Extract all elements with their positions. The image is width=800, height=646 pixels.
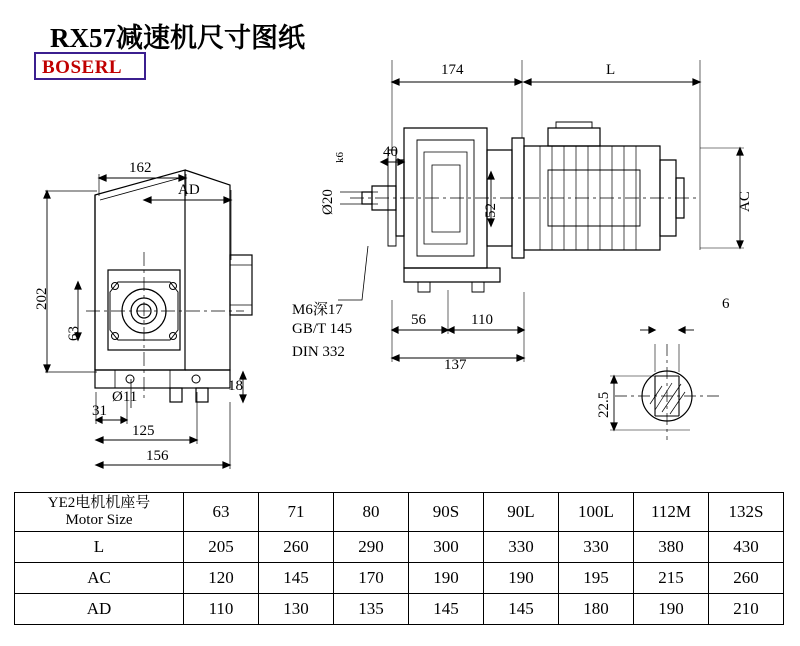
dim-detail-key-width: 6 (722, 296, 730, 312)
dim-main-110: 110 (471, 312, 493, 328)
cell-AD-3: 145 (409, 594, 484, 625)
cell-AD-4: 145 (484, 594, 559, 625)
table-row (15, 532, 784, 563)
table-row (15, 594, 784, 625)
table-row (15, 563, 784, 594)
dim-main-137: 137 (444, 357, 467, 373)
cell-L-7: 430 (709, 532, 784, 563)
table-col-7: 132S (709, 493, 784, 532)
dim-left-height-202: 202 (34, 287, 50, 310)
note-gbt145: GB/T 145 (292, 321, 353, 337)
dim-main-52: 52 (483, 203, 499, 218)
dim-main-L: L (606, 62, 616, 78)
dim-left-31: 31 (92, 403, 107, 419)
cell-AC-6: 215 (634, 563, 709, 594)
cell-L-0: 205 (184, 532, 259, 563)
dim-left-156: 156 (146, 448, 169, 464)
dim-left-ad: AD (178, 182, 200, 198)
table-col-2: 80 (334, 493, 409, 532)
cell-AD-1: 130 (259, 594, 334, 625)
row-label-AC: AC (15, 563, 184, 594)
table-col-0: 63 (184, 493, 259, 532)
cell-AC-5: 195 (559, 563, 634, 594)
row-label-L: L (15, 532, 184, 563)
cell-L-6: 380 (634, 532, 709, 563)
cell-AD-6: 190 (634, 594, 709, 625)
cell-AC-0: 120 (184, 563, 259, 594)
cell-AC-4: 190 (484, 563, 559, 594)
dim-left-height-63: 63 (66, 326, 82, 341)
dim-left-18: 18 (228, 378, 243, 394)
cell-AC-2: 170 (334, 563, 409, 594)
table-header-row (15, 493, 784, 532)
cell-L-3: 300 (409, 532, 484, 563)
cell-L-5: 330 (559, 532, 634, 563)
motor-size-table (14, 492, 784, 625)
cell-AD-7: 210 (709, 594, 784, 625)
cell-AC-3: 190 (409, 563, 484, 594)
table-col-3: 90S (409, 493, 484, 532)
dim-main-shaft-tol: k6 (334, 152, 346, 163)
table-header-label-en: Motor Size (65, 512, 133, 528)
table-col-1: 71 (259, 493, 334, 532)
table-col-4: 90L (484, 493, 559, 532)
cell-L-4: 330 (484, 532, 559, 563)
cell-AC-1: 145 (259, 563, 334, 594)
dim-left-125: 125 (132, 423, 155, 439)
cell-L-2: 290 (334, 532, 409, 563)
cell-AD-0: 110 (184, 594, 259, 625)
dim-main-shaft-dia: Ø20 (320, 189, 336, 215)
table-header-label (15, 493, 184, 532)
note-m6-depth: M6深17 (292, 302, 343, 318)
dim-detail-22-5: 22.5 (596, 391, 612, 418)
dim-left-width-162: 162 (129, 160, 152, 176)
cell-L-1: 260 (259, 532, 334, 563)
page-title: RX57减速机尺寸图纸 (50, 23, 305, 53)
cell-AC-7: 260 (709, 563, 784, 594)
logo-text: BOSERL (42, 57, 123, 78)
row-label-AD: AD (15, 594, 184, 625)
table-header-label-cn: YE2电机机座号 (47, 495, 151, 511)
table-col-6: 112M (634, 493, 709, 532)
note-din332: DIN 332 (292, 344, 345, 360)
dim-main-40: 40 (383, 144, 398, 160)
table-col-5: 100L (559, 493, 634, 532)
cell-AD-5: 180 (559, 594, 634, 625)
dim-main-56: 56 (411, 312, 426, 328)
cell-AD-2: 135 (334, 594, 409, 625)
dim-main-AC: AC (737, 191, 753, 212)
dim-main-174: 174 (441, 62, 464, 78)
dim-left-bore: Ø11 (112, 389, 138, 405)
